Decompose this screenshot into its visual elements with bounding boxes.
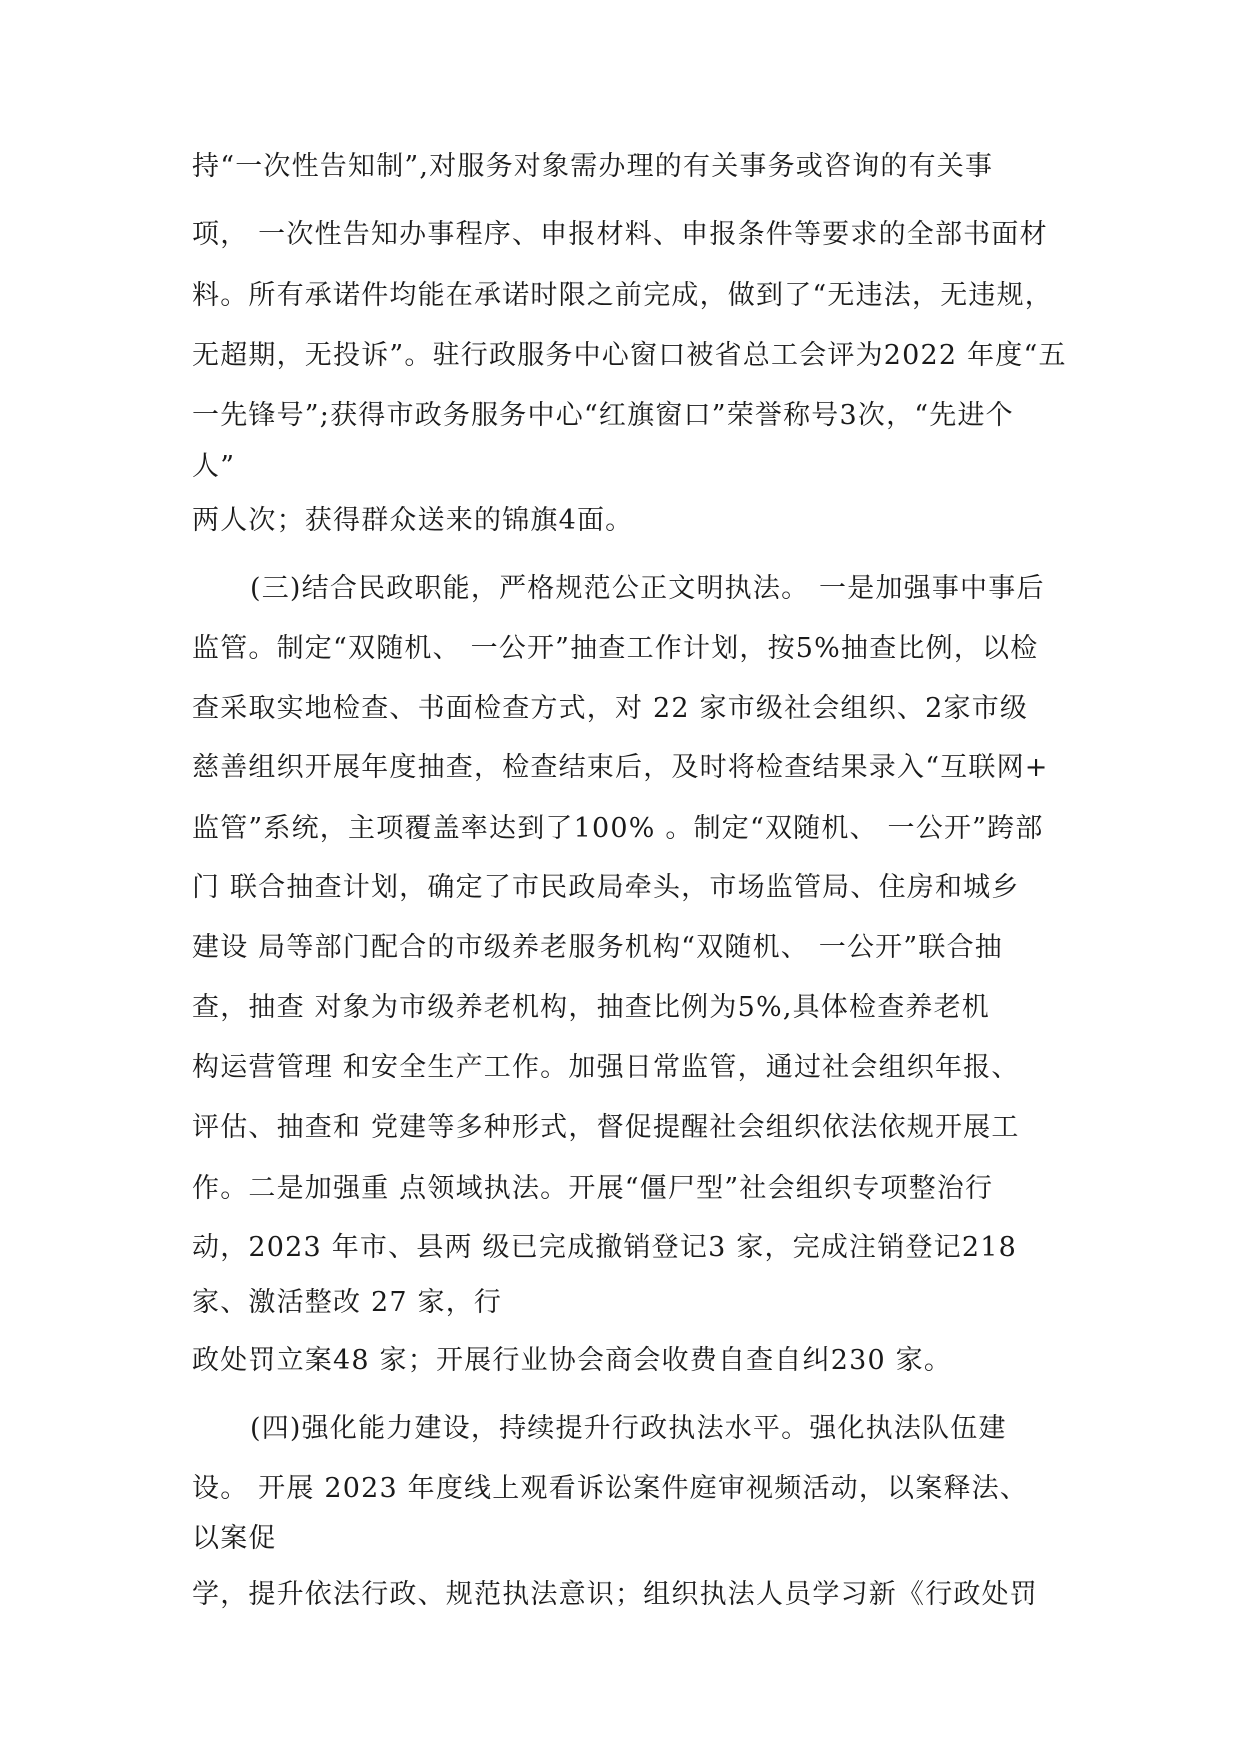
text-line: 查采取实地检查、书面检查方式，对 22 家市级社会组织、2家市级 <box>192 693 1029 724</box>
text-line: 一先锋号”;获得市政务服务中心“红旗窗口”荣誉称号3次，“先进个 <box>192 400 1014 431</box>
text-line: 无超期，无投诉”。驻行政服务中心窗口被省总工会评为2022 年度“五 <box>192 340 1067 371</box>
section-heading-paragraph: (四)强化能力建设，持续提升行政执法水平。强化执法队伍建 <box>250 1413 1007 1444</box>
text-line: 料。所有承诺件均能在承诺时限之前完成，做到了“无违法，无违规， <box>192 280 1054 311</box>
text-line: 设。 开展 2023 年度线上观看诉讼案件庭审视频活动，以案释法、 <box>192 1473 1029 1504</box>
text-line: 以案促 <box>192 1523 277 1554</box>
text-line: 构运营管理 和安全生产工作。加强日常监管，通过社会组织年报、 <box>192 1052 1020 1083</box>
text-line: 政处罚立案48 家；开展行业协会商会收费自查自纠230 家。 <box>192 1345 953 1376</box>
text-line: 监管”系统，主项覆盖率达到了100% 。制定“双随机、 一公开”跨部 <box>192 813 1044 844</box>
text-line: 家、激活整改 27 家，行 <box>192 1287 503 1318</box>
text-line: 慈善组织开展年度抽查，检查结束后，及时将检查结果录入“互联网+ <box>192 752 1049 783</box>
text-line: 查，抽查 对象为市级养老机构，抽查比例为5%,具体检查养老机 <box>192 992 990 1023</box>
text-line: 门 联合抽查计划，确定了市民政局牵头，市场监管局、住房和城乡 <box>192 872 1020 903</box>
section-heading-paragraph: (三)结合民政职能，严格规范公正文明执法。 一是加强事中事后 <box>250 573 1045 604</box>
text-line: 监管。制定“双随机、 一公开”抽查工作计划，按5%抽查比例，以检 <box>192 633 1039 664</box>
text-line: 评估、抽查和 党建等多种形式，督促提醒社会组织依法依规开展工 <box>192 1112 1020 1143</box>
text-line: 动，2023 年市、县两 级已完成撤销登记3 家，完成注销登记218 <box>192 1232 1017 1263</box>
text-line: 两人次；获得群众送来的锦旗4面。 <box>192 505 634 536</box>
text-line: 学，提升依法行政、规范执法意识；组织执法人员学习新《行政处罚 <box>192 1579 1038 1610</box>
text-line: 建设 局等部门配合的市级养老服务机构“双随机、 一公开”联合抽 <box>192 932 1003 963</box>
text-line: 项， 一次性告知办事程序、申报材料、申报条件等要求的全部书面材 <box>192 219 1048 250</box>
text-line: 持“一次性告知制”,对服务对象需办理的有关事务或咨询的有关事 <box>192 151 994 182</box>
text-line: 人” <box>192 451 236 482</box>
text-line: 作。二是加强重 点领域执法。开展“僵尸型”社会组织专项整治行 <box>192 1173 994 1204</box>
